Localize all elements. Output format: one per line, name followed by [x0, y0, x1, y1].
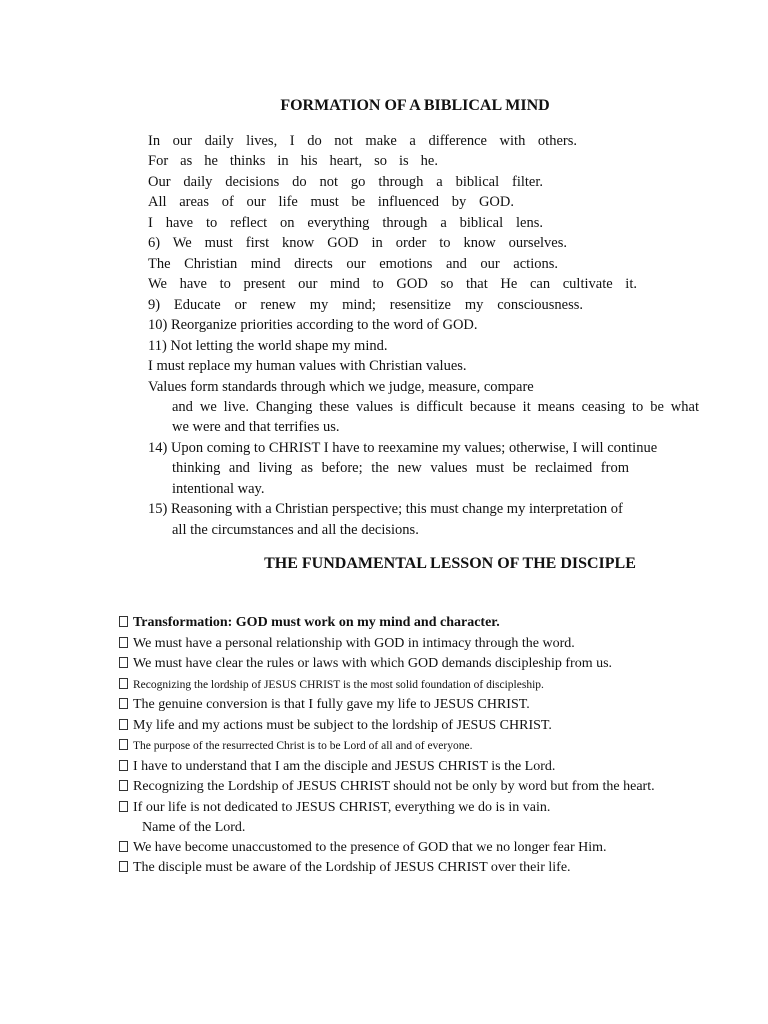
text-line: thinking and living as before; the new values must be reclaimed from: [172, 460, 629, 476]
text-line: Our daily decisions do not go through a biblical filter.: [148, 174, 543, 190]
section-title-biblical-mind: FORMATION OF A BIBLICAL MIND: [280, 97, 550, 114]
bullet-item: Transformation: GOD must work on my mind and character.: [119, 613, 500, 633]
bullet-item: If our life is not dedicated to JESUS CHRIST, everything we do is in vain.: [119, 798, 550, 818]
text-line: 10) Reorganize priorities according to the word of GOD.: [148, 317, 478, 333]
bullet-item: The purpose of the resurrected Christ is to be Lord of all and of everyone.: [119, 736, 472, 756]
bullet-item: We must have a personal relationship with GOD in intimacy through the word.: [119, 634, 575, 654]
bullet-continuation: Name of the Lord.: [142, 820, 246, 835]
text-line: 11) Not letting the world shape my mind.: [148, 338, 388, 354]
checkbox-icon: [119, 780, 128, 791]
bullet-item: We have become unaccustomed to the presence of GOD that we no longer fear Him.: [119, 838, 607, 858]
text-line: I must replace my human values with Christian values.: [148, 358, 467, 374]
checkbox-icon: [119, 861, 128, 872]
checkbox-icon: [119, 616, 128, 627]
text-line: all the circumstances and all the decisions.: [172, 522, 419, 538]
text-line: 6) We must first know GOD in order to know ourselves.: [148, 235, 567, 251]
bullet-item: The disciple must be aware of the Lordship of JESUS CHRIST over their life.: [119, 858, 571, 878]
text-line: The Christian mind directs our emotions and our actions.: [148, 256, 558, 272]
section-title-fundamental-lesson: THE FUNDAMENTAL LESSON OF THE DISCIPLE: [264, 555, 636, 572]
bullet-item: The genuine conversion is that I fully gave my life to JESUS CHRIST.: [119, 695, 530, 715]
bullet-item: We must have clear the rules or laws with which GOD demands discipleship from us.: [119, 654, 612, 674]
checkbox-icon: [119, 637, 128, 648]
checkbox-icon: [119, 678, 128, 689]
text-line: 9) Educate or renew my mind; resensitize my consciousness.: [148, 297, 583, 313]
checkbox-icon: [119, 739, 128, 750]
text-line: we were and that terrifies us.: [172, 419, 340, 435]
text-line: All areas of our life must be influenced by GOD.: [148, 194, 514, 210]
bullet-item: Recognizing the lordship of JESUS CHRIST is the most solid foundation of discipleship.: [119, 675, 544, 695]
text-line: For as he thinks in his heart, so is he.: [148, 153, 438, 169]
bullet-item: I have to understand that I am the disciple and JESUS CHRIST is the Lord.: [119, 757, 555, 777]
text-line: intentional way.: [172, 481, 265, 497]
text-line: In our daily lives, I do not make a difference with others.: [148, 133, 577, 149]
text-line: 15) Reasoning with a Christian perspective; this must change my interpretation of: [148, 501, 623, 517]
checkbox-icon: [119, 841, 128, 852]
checkbox-icon: [119, 801, 128, 812]
text-line: Values form standards through which we judge, measure, compare: [148, 379, 534, 395]
checkbox-icon: [119, 760, 128, 771]
text-line: I have to reflect on everything through a biblical lens.: [148, 215, 543, 231]
checkbox-icon: [119, 698, 128, 709]
bullet-item: Recognizing the Lordship of JESUS CHRIST should not be only by word but from the heart.: [119, 777, 655, 797]
text-line: We have to present our mind to GOD so that He can cultivate it.: [148, 276, 637, 292]
text-line: and we live. Changing these values is difficult because it means ceasing to be what: [172, 399, 699, 415]
checkbox-icon: [119, 657, 128, 668]
bullet-item: My life and my actions must be subject to the lordship of JESUS CHRIST.: [119, 716, 552, 736]
text-line: 14) Upon coming to CHRIST I have to reexamine my values; otherwise, I will continue: [148, 440, 658, 456]
checkbox-icon: [119, 719, 128, 730]
